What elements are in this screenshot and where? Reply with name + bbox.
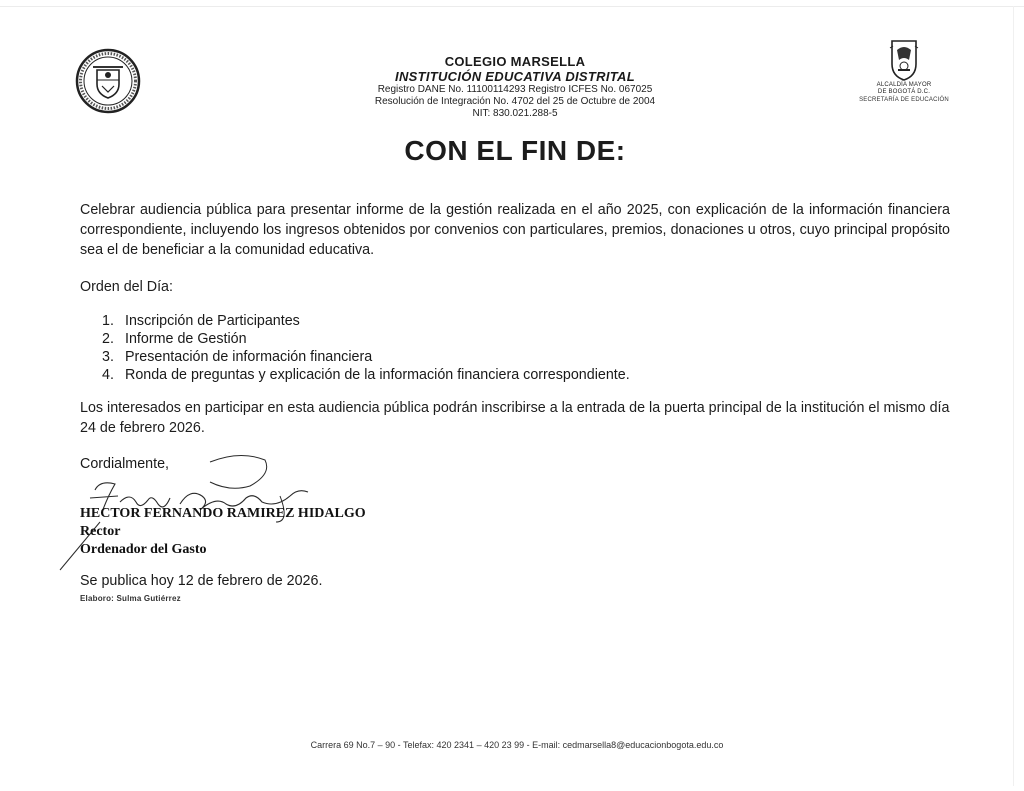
alcaldia-logo: [856, 38, 952, 104]
agenda-item: 3. Presentación de información financiera: [102, 349, 373, 365]
letterhead: [290, 54, 740, 120]
nit-line: NIT: 830.021.288-5: [472, 108, 558, 119]
agenda-list: [102, 312, 630, 384]
agenda-heading: Orden del Día:: [80, 279, 173, 295]
alcaldia-line-3: SECRETARÍA DE EDUCACIÓN: [859, 97, 949, 103]
purpose-paragraph: Celebrar audiencia pública para presentar informe de la gestión realizada en el año 2025, con explicación de la información financiera correspondiente, incluyendo los ingresos obtenidos por convenios con particulares, premios, donaciones u otros, cuyo principal propósito sea el de beneficiar a la comunidad educativa.: [80, 202, 950, 258]
agenda-item: 2. Informe de Gestión: [102, 331, 247, 347]
signer-role-2: Ordenador del Gasto: [80, 542, 207, 557]
page-right-edge: [1013, 6, 1014, 786]
alcaldia-line-2: DE BOGOTÁ D.C.: [877, 89, 931, 95]
salutation: Cordialmente,: [80, 456, 169, 472]
registration-paragraph: Los interesados en participar en esta audiencia pública podrán inscribirse a la entrada de la puerta principal de la institución el mismo día 24 de febrero 2026.: [80, 400, 950, 436]
footer-contact: Carrera 69 No.7 – 90 - Telefax: 420 2341 – 420 23 99 - E-mail: cedmarsella8@educacionbogota.edu.co: [310, 740, 724, 750]
bogota-coat-of-arms-icon: [889, 38, 919, 82]
agenda-item: 4. Ronda de preguntas y explicación de la información financiera correspondiente.: [102, 367, 630, 383]
alcaldia-line-1: ALCALDÍA MAYOR: [876, 82, 932, 88]
registry-line: Registro DANE No. 11100114293 Registro ICFES No. 067025: [377, 84, 653, 95]
signer-role: Rector: [80, 524, 121, 539]
signer-block: [80, 505, 366, 559]
school-seal-logo: [75, 48, 141, 114]
institution-type: INSTITUCIÓN EDUCATIVA DISTRITAL: [395, 69, 635, 84]
school-name: COLEGIO MARSELLA: [444, 54, 586, 69]
resolution-line: Resolución de Integración No. 4702 del 25 de Octubre de 2004: [374, 96, 656, 107]
publication-date: Se publica hoy 12 de febrero de 2026.: [80, 573, 323, 589]
page-top-edge: [0, 6, 1024, 7]
signer-name: HECTOR FERNANDO RAMIREZ HIDALGO: [80, 506, 366, 521]
agenda-item: 1. Inscripción de Participantes: [102, 313, 300, 329]
document-title: CON EL FIN DE:: [404, 135, 626, 166]
prepared-by: Elaboro: Sulma Gutiérrez: [80, 594, 181, 603]
